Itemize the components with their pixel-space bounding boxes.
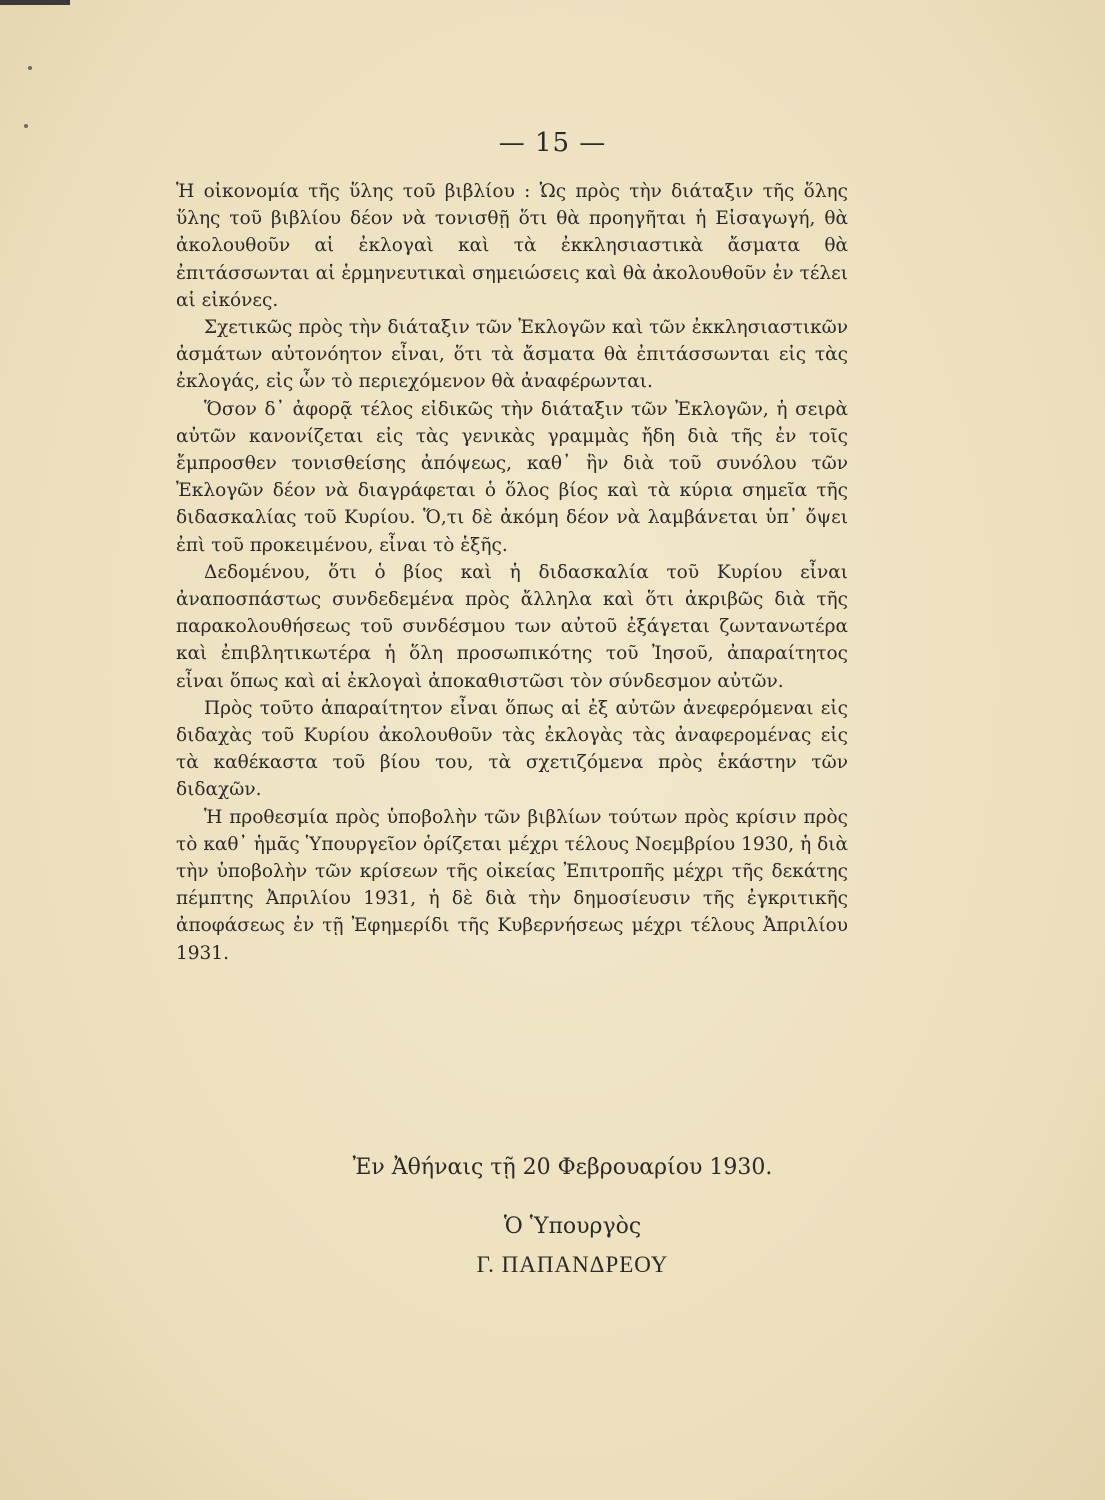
scan-edge-mark: [0, 0, 70, 5]
paragraph: Ὅσον δ᾽ ἀφορᾷ τέλος εἰδικῶς τὴν διάταξιν τῶν Ἐκλογῶν, ἡ σειρὰ αὐτῶν κανονίζεται εἰς τὰς γενικὰς γραμμὰς ἤδη διὰ τῆς ἐν τοῖς ἔμπροσθεν τονισθείσης ἀπόψεως, καθ᾽ ἣν διὰ τοῦ συνόλου τῶν Ἐκλογῶν δέον νὰ διαγράφεται ὁ ὅλος βίος καὶ τὰ κύρια σημεῖα τῆς διδασκαλίας τοῦ Κυρίου. Ὅ,τι δὲ ἀκόμη δέον νὰ λαμβάνεται ὑπ᾽ ὄψει ἐπὶ τοῦ προκειμένου, εἶναι τὸ ἑξῆς.: [176, 398, 848, 556]
signature-name: Γ. ΠΑΠΑΝΔΡΕΟΥ: [476, 1252, 669, 1277]
signature-title: Ὁ Ὑπουργὸς: [503, 1214, 642, 1239]
paragraph: Ἡ προθεσμία πρὸς ὑποβολὴν τῶν βιβλίων τούτων πρὸς κρίσιν πρὸς τὸ καθ᾽ ἡμᾶς Ὑπουργεῖον ὁρίζεται μέχρι τέλους Νοεμβρίου 1930, ἡ διὰ τὴν ὑποβολὴν τῶν κρίσεων τῆς οἰκείας Ἐπιτροπῆς μέχρι τῆς δεκάτης πέμπτης Ἀπριλίου 1931, ἡ δὲ διὰ τὴν δημοσίευσιν τῆς ἐγκριτικῆς ἀποφάσεως ἐν τῇ Ἐφημερίδι τῆς Κυβερνήσεως μέχρι τέλους Ἀπριλίου 1931.: [176, 806, 848, 964]
scan-speck: [28, 66, 32, 70]
page-number: — 15 —: [498, 128, 607, 158]
body-text: [176, 178, 848, 967]
paragraph: Σχετικῶς πρὸς τὴν διάταξιν τῶν Ἐκλογῶν καὶ τῶν ἐκκλησιαστικῶν ἀσμάτων αὐτονόητον εἶναι, ὅτι τὰ ἄσματα θὰ ἐπιτάσσωνται εἰς τὰς ἐκλογάς, εἰς ὧν τὸ περιεχόμενον θὰ ἀναφέρωνται.: [176, 317, 848, 393]
date-line: Ἐν Ἀθήναις τῇ 20 Φεβρουαρίου 1930.: [352, 1155, 773, 1180]
paragraph: Δεδομένου, ὅτι ὁ βίος καὶ ἡ διδασκαλία τοῦ Κυρίου εἶναι ἀναποσπάστως συνδεδεμένα πρὸς ἄλληλα καὶ ὅτι ἀκριβῶς διὰ τῆς παρακολουθήσεως τοῦ συνδέσμου των αὐτοῦ ἐξάγεται ζωντανωτέρα καὶ ἐπιβλητικωτέρα ἡ ὅλη προσωπικότης τοῦ Ἰησοῦ, ἀπαραίτητος εἶναι ὅπως καὶ αἱ ἐκλογαὶ ἀποκαθιστῶσι τὸν σύνδεσμον αὐτῶν.: [176, 561, 848, 692]
paragraph: Ἡ οἰκονομία τῆς ὕλης τοῦ βιβλίου : Ὡς πρὸς τὴν διάταξιν τῆς ὅλης ὕλης τοῦ βιβλίου δέον νὰ τονισθῇ ὅτι θὰ προηγῆται ἡ Εἰσαγωγή, θὰ ἀκολουθοῦν αἱ ἐκλογαὶ καὶ τὰ ἐκκλησιαστικὰ ἄσματα θὰ ἐπιτάσσωνται αἱ ἑρμηνευτικαὶ σημειώσεις καὶ θὰ ἀκολουθοῦν ἐν τέλει αἱ εἰκόνες.: [176, 181, 848, 311]
paragraph: Πρὸς τοῦτο ἀπαραίτητον εἶναι ὅπως αἱ ἐξ αὐτῶν ἀνεφερόμεναι εἰς διδαχὰς τοῦ Κυρίου ἀκολουθοῦν τὰς ἐκλογὰς τὰς ἀναφερομένας εἰς τὰ καθέκαστα τοῦ βίου του, τὰ σχετιζόμενα πρὸς ἑκάστην τῶν διδαχῶν.: [176, 697, 848, 801]
